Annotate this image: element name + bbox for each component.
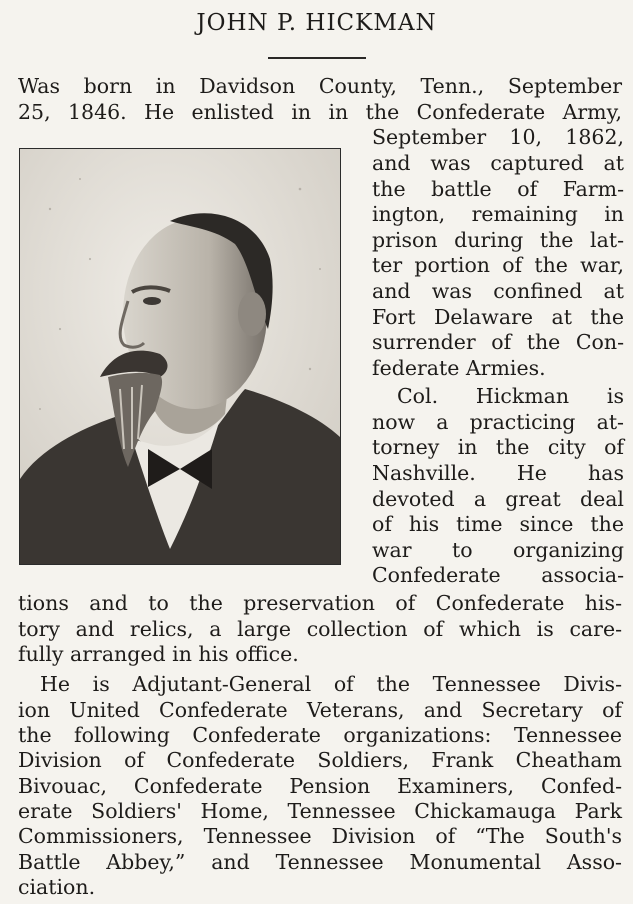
text-line: Was born in Davidson County, Tenn., September (18, 74, 622, 98)
text-line: Bivouac, Confederate Pension Examiners, Confed- (18, 774, 622, 798)
text-line: war to organizing (372, 538, 624, 562)
text-line: He is Adjutant-General of the Tennessee Divis- (40, 672, 622, 696)
text-line: ciation. (18, 875, 96, 899)
text-line: ion United Confederate Veterans, and Secretary of (18, 698, 622, 722)
text-line: the following Confederate organizations: Tennessee (18, 723, 622, 747)
text-line: Confederate associa- (372, 563, 624, 587)
text-line: Battle Abbey,” and Tennessee Monumental Asso- (18, 850, 622, 874)
text-line: and was confined at (372, 279, 624, 303)
text-line: of his time since the (372, 512, 624, 536)
portrait-photo (19, 148, 341, 565)
text-line: 25, 1846. He enlisted in in the Confederate Army, (18, 100, 622, 124)
text-line: September 10, 1862, (372, 125, 624, 149)
text-line: now a practicing at- (372, 410, 624, 434)
text-line: surrender of the Con- (372, 330, 624, 354)
text-line: erate Soldiers' Home, Tennessee Chickamauga Park (18, 799, 622, 823)
text-line: ter portion of the war, (372, 253, 624, 277)
text-line: torney in the city of (372, 435, 624, 459)
text-line: Nashville. He has (372, 461, 624, 485)
text-line: prison during the lat- (372, 228, 624, 252)
text-line: Division of Confederate Soldiers, Frank Cheatham (18, 748, 622, 772)
text-line: Fort Delaware at the (372, 305, 624, 329)
text-line: the battle of Farm- (372, 177, 624, 201)
text-line: ington, remaining in (372, 202, 624, 226)
page-title: JOHN P. HICKMAN (196, 10, 437, 36)
text-line: and was captured at (372, 151, 624, 175)
text-line: federate Armies. (372, 356, 546, 380)
text-line: Commissioners, Tennessee Division of “The South's (18, 824, 622, 848)
title-rule (268, 57, 366, 59)
text-line: fully arranged in his office. (18, 642, 299, 666)
text-line: tory and relics, a large collection of which is care- (18, 617, 622, 641)
text-line: devoted a great deal (372, 487, 624, 511)
portrait-illustration (20, 149, 341, 565)
text-line: Col. Hickman is (397, 384, 624, 408)
text-line: tions and to the preservation of Confederate his- (18, 591, 622, 615)
